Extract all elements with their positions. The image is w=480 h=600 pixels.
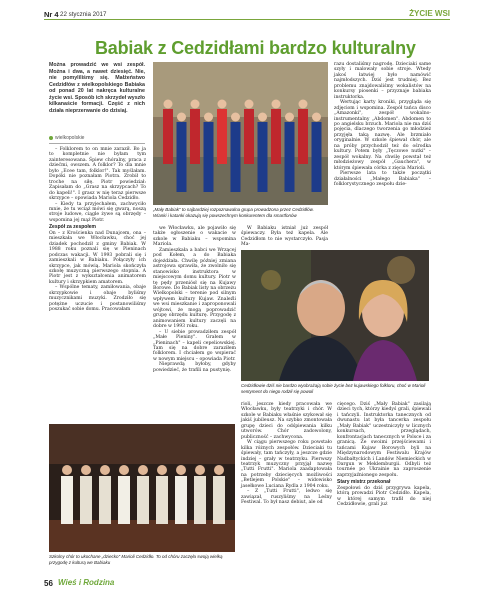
column-3: [334, 62, 431, 249]
column-1: [49, 147, 146, 420]
paragraph: razu dostaliśmy nagrodę. Dzieciaki same szyły i malowały sobie stroje. Wtedy jakoś łatwiej było namówić najmłodszych. Dziś jest trudniej. Bez problemu znajdowaliśmy wokalistów na konkursy piosenki – przyznaje babiaka instruktorka.: [334, 62, 431, 100]
subheading: Zespół za zespołem: [49, 224, 96, 231]
paragraph: – Folklorem to on mnie zaraził. Bo ja to kompletnie nie byłam tym zainteresowana. Śpiew chóralny, praca z dziećmi, owszem. A folklor? To dla mnie było „Ecee tam, folklor!". Tak myślałam. Dopóki nie poznałam Piotra. Zrobił to troche na siłę. Piotr powiedział: Zapisałam do „Grasz na skrzypcach? To do kapeli!". I grasz w nię teraz pierwsze skrzypce – opowiada Mariola Cedzidło.: [49, 147, 146, 202]
paragraph: – Wspólne tematy, zamiłowania, obaje skrzypkowie i obaje byliśmy muzycznikami muzyki. Zrodziło się potężne uczucie i postanowiliśmy poszukać sobie domu. Pracowałam: [49, 285, 146, 313]
photo-maly-babiak-group: [153, 62, 328, 205]
lead-rule: [49, 143, 145, 144]
paragraph: W ciągu pierwszego roku powstało kilka różnych zespołów. Dzieciaki tu śpiewały, tam tańczyły, a jeszcze gdzie indziej – grały w teatrzyku. Pierwszy teatrzyk muzyczny przyjął nazwę „Tutti Frutti". Mariola zaadaptowała na potrzeby dziecięcych możliwości „Betlejem Polskie" – widowisko jasełkowe Luciana Rydla z 1904 roku.: [241, 440, 332, 489]
paragraph: – U siebie prowadziłem zespół „Małe Pieniny". Grałem w „Pieninach" – kapeli cepeliowskiej. Tam się na dobre zaraziłem folklorem. I chciałem go wspierać w nowym miejscu – opowiada Piotr.: [153, 329, 236, 362]
location-pin-icon: [49, 136, 53, 140]
author-line: [49, 135, 84, 141]
paragraph: Wertując karty kroniki, przygląda się zdjęciom i wspomina. Zespół tańca disco „Amazonki", zespół wokalno-instrumentalny „Abdomen". Abdomen to po angielsku brzuch. Mariola nie ma dziś pojęcia, dlaczego tworzenia go młodzież przyjęła taką nazwę. Ale brzmiało oryginalnie. W szkole śpiewał chór, ale na próby przychodził też do ośrodka kultury. Potem były „Tęczowe nutki" – zespół wokalny. Na chwilę powstał też młodzieżowy zespół „Gauchera", w którym śpiewała córka z zięcia Marioli.: [334, 100, 431, 171]
subheading: Stary mistrz przekonał: [337, 479, 391, 486]
article-lead: Można prowadzić we wsi zespół. Można i dwa, a nawet dziesięć. Nie, nie pomyliliśmy się. Małżeństwo Cedzidłów z wielkopolskiego Babiaka od ponad 20 lat nakręca kulturalne życie wsi. Sposób ich skrzydeł wyszło kilkanaście formacji. Część z nich działa nieprzerwanie do dzisiaj.: [49, 62, 145, 114]
photo-school-choir: [49, 424, 235, 552]
page-number: 56: [44, 579, 53, 588]
paragraph: Zamieszkała a babci we Wrzącej pod Kołem, a do Babiaka dojeżdżała. Chwilę później zmiana astrojowa sprawiła, że zwolniło się stanowisko instruktora w miejscowym domu kultury. Piotr w tę pędy przeniósł się na Kujawy Borowe. Do Babiak listy na obrzeżu Wielkopolski – terenie pod silnym wpływem kultury Kujaw. Znaleźli we wsi mieszkanie i zaproponowali wójtowi, że mogą poprowadzić grupę obrzędu kulturę. Przygodę z animowaniem kultury zaczęli na dobre w 1993 roku.: [153, 247, 236, 330]
photo-cedzidlo-couple: [241, 250, 429, 381]
paragraph: we Włocławku, ale pojawiło się także ogłoszenie o wakacie w szkole w Babiaku – wspomina Mariola.: [153, 226, 236, 248]
author-region: wielkopolskie: [55, 135, 85, 141]
caption-photo-2: Cedzidłowie dziś nie bardzo wyobrażają sobie życie bez kujawskiego folkloru, choć w Marioli sentyment do niego rodził się powoli: [241, 383, 426, 394]
column-2c: [241, 402, 332, 574]
header-section: ŻYCIE WSI: [409, 9, 450, 18]
paragraph: Nieprawdą byłoby, gdyby powiedzieć, że trafili na pustynię.: [153, 362, 236, 373]
paragraph: – Kiedy ta przyjechałem, zachwyciło mnie, że tu wciąż mówi się gwarą, noszą stroje ludowe, ciągle żywe są obrzędy – wspomina jej mąż Piotr.: [49, 201, 146, 223]
publication-name: Wieś i Rodzina: [58, 578, 115, 587]
paragraph: Pierwsze lata to także początki działalności „Małego Babiaka" – folklorystycznego zespołu dzie-: [334, 171, 431, 187]
header-rule: [44, 19, 450, 20]
article-title: Babiak z Cedzidłami bardzo kulturalny: [95, 38, 416, 58]
header-date: 22 stycznia 2017: [60, 11, 107, 18]
header-issue: Nr 4: [44, 10, 59, 19]
paragraph: Zespołowi do dziś przygrywa kapela, którą prowadzi Piotr Cedzidło. Kapela, w której samym trafił do niej Cedzidłowie, grali już: [337, 485, 431, 508]
paragraph: cięcego. Dziś „Mały Babiak" zasilają dzieci tych, którzy kiedyś grali, śpiewali i tańczyli. Instruktorka tanecznych od dwunastu lat była tancerka zespołu „Mały Babiak" uczestniczyły w licznych konkursach, przeglądach, konfrontacjach tanecznych w Polsce i za granicą. Ze swoimi przejściewami i tańcami Kujaw Borowych byli na Międzynarodowym Festiwalu Krajów Nadbałtyckich i Landów Niemieckich w Dargun w Meklemburgii. Odbyli też tournée po Ukrainie na zaproszenie zaprzyjaźnionego zespołu.: [337, 402, 431, 478]
paragraph: On – z Krościenka nad Dunajcem, ona – mieszkała we Włocławku, choć jej dziadek pochodził z gminy Babiak. W 1988 roku poznali się w Pieninach podczas wakacji. W 1993 pobrali się i zamieszkali w Babiaku. Połączyły ich skrzypce, jak mówią. Mariola skończyła szkołę muzyczną pierwszego stopnia. A Piotr jest z wykształcenia animatorem kultury i skrzypkiem amatorem.: [49, 230, 146, 285]
paragraph: W Babiaku istniał już zespół śpiewaczy. Była też kapela. Ale Cedzidłom to nie wystarczyło. Pasja Ma-: [241, 226, 328, 248]
column-2b: [241, 226, 328, 248]
column-3b: [337, 402, 431, 574]
paragraph: rioli, jeszcze kiedy pracowała we Włocławku, były teatrzyki i chór. W szkole w Babiaku właśnie szykował się jakiś jubileusz. Na szybko zmontowała grupę dzieci do odśpiewania kilku utworów. Chór zadowolony, publiczność – zachwycona.: [241, 402, 332, 440]
column-2: [153, 226, 236, 422]
paragraph: – Z „Tutti Frutti", ledwo się zawiązał, ruszyliśmy na Leśny Festiwal. To był nasz debiut, ale od: [241, 489, 332, 506]
caption-photo-3: Szkolny chór to ukochane „dziecko" Marioli Cedzidło. To od chóru zaczęła swoją wielką przygodę z kulturą we Babiaku: [49, 554, 223, 565]
caption-photo-1: „Mały Babiak" to najbardziej rozpoznawalna grupa prowadzona przez Cedzidłów. Wianki i katanki okazują się powszechnym konkurentem dla smartfonów: [153, 207, 314, 218]
